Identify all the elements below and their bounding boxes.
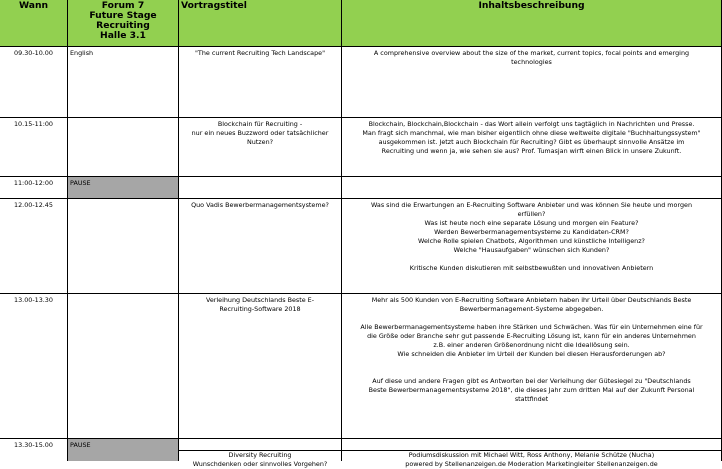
description-line: Blockchain, Blockchain,Blockchain - das Wort allein verfolgt uns tagtäglich in Nachrichten und Presse. — [368, 120, 695, 128]
description-line: Bewerbermanagement-Systeme abgegeben. — [459, 305, 604, 313]
description-line: Was sind die Erwartungen an E-Recruiting Software Anbieter und was können Sie heute und morgen — [371, 201, 692, 209]
description-line: technologies — [511, 58, 552, 66]
description-line: ausgekommen ist. Jetzt auch Blockchain für Recruiting? Gibt es überhaupt sinnvolle Ansätze im — [378, 138, 685, 146]
forum-cell[interactable] — [68, 199, 179, 294]
description-cell[interactable] — [342, 199, 722, 294]
description-line: Alle Bewerbermanagementsysteme haben ihre Stärken und Schwächen. Was für ein Unternehmen eine für — [360, 323, 703, 331]
blank-line — [344, 359, 719, 368]
time-cell[interactable]: 13.30-15.00 — [0, 439, 68, 461]
blank-line — [344, 314, 719, 323]
description-line: Wie schneiden die Anbieter im Urteil der Kunden bei diesen Herausforderungen ab? — [397, 350, 666, 358]
description-line: Welche Rolle spielen Chatbots, Algorithmen und künstliche Intelligenz? — [418, 237, 645, 245]
title-line: Quo Vadis Bewerbermanagementsysteme? — [191, 201, 329, 209]
title-line: Wunschdenken oder sinnvolles Vorgehen? — [192, 460, 328, 468]
title-line: nur ein neues Buzzword oder tatsächlicher — [191, 129, 329, 137]
description-line: A comprehensive overview about the size of the market, current topics, focal points and emerging — [373, 49, 690, 57]
description-line: Man fragt sich manchmal, wie man bisher eigentlich ohne diese weltweite digitale "Buchhaltungssystem" — [362, 129, 701, 137]
title-line: Verleihung Deutschlands Beste E- — [205, 296, 315, 304]
description-line: Kritische Kunden diskutieren mit selbstbewußten und innovativen Anbietern — [409, 264, 654, 272]
header-vortragstitel[interactable]: Vortragstitel — [179, 0, 342, 47]
description-line: powered by Stellenanzeigen.de Moderation Marketingleiter Stellenanzeigen.de — [405, 460, 658, 468]
title-cell[interactable] — [179, 118, 342, 177]
pause-cell[interactable]: PAUSE — [68, 177, 179, 199]
title-line: Nutzen? — [246, 138, 274, 146]
time-cell[interactable]: 12.00-12.45 — [0, 199, 68, 294]
time-cell[interactable]: 10.15-11:00 — [0, 118, 68, 177]
title-line: "The current Recruiting Tech Landscape" — [194, 49, 326, 57]
description-cell[interactable] — [342, 118, 722, 177]
forum-cell[interactable] — [68, 294, 179, 439]
title-cell[interactable] — [179, 294, 342, 439]
description-line: Beste Bewerbermanagementsysteme 2018", die dieses Jahr zum dritten Mal auf der Zukunft Personal — [368, 386, 695, 394]
header-inhaltsbeschreibung[interactable]: Inhaltsbeschreibung — [342, 0, 722, 47]
time-cell[interactable]: 11:00-12:00 — [0, 177, 68, 199]
description-cell[interactable] — [342, 177, 722, 199]
title-line: Blockchain für Recruiting - — [217, 120, 303, 128]
title-cell[interactable] — [179, 47, 342, 118]
time-cell[interactable]: 09.30-10.00 — [0, 47, 68, 118]
blank-line — [344, 368, 719, 377]
description-cell[interactable] — [342, 47, 722, 118]
description-line: Recruiting und wenn ja, wie sehen sie aus? Prof. Tumasjan wirft einen Blick in unsere Zukunft. — [381, 147, 682, 155]
header-forum-line: Future Stage — [89, 10, 157, 21]
header-forum-line: Forum 7 — [101, 0, 145, 11]
description-line: erfüllen? — [517, 210, 546, 218]
description-line: die Größe oder Branche sehr gut passende E-Recruiting Lösung ist, kann für ein anderes Unternehmen — [367, 332, 696, 340]
title-line: Diversity Recruiting — [228, 451, 292, 459]
description-cell[interactable] — [342, 294, 722, 439]
pause-cell[interactable]: PAUSE — [68, 439, 179, 461]
header-forum-line: Recruiting — [96, 20, 150, 31]
title-cell[interactable] — [179, 199, 342, 294]
forum-cell[interactable] — [68, 118, 179, 177]
blank-line — [344, 255, 719, 264]
description-line: Mehr als 500 Kunden von E-Recruiting Software Anbietern haben ihr Urteil über Deutschlands Beste — [371, 296, 692, 304]
description-line: stattfindet — [514, 395, 549, 403]
forum-cell[interactable]: English — [68, 47, 179, 118]
header-forum[interactable] — [68, 0, 179, 47]
title-line: Recruiting-Software 2018 — [219, 305, 301, 313]
description-line: z.B. einer anderen Größenordnung nicht die Ideallösung sein. — [433, 341, 630, 349]
description-line: Welche "Hausaufgaben" wünschen sich Kunden? — [453, 246, 610, 254]
time-cell[interactable]: 13.00-13.30 — [0, 294, 68, 439]
header-wann[interactable]: Wann — [0, 0, 68, 47]
row-divider — [179, 450, 722, 451]
description-line: Was ist heute noch eine separate Lösung und morgen ein Feature? — [424, 219, 639, 227]
description-line: Podiumsdiskussion mit Michael Witt, Ross Anthony, Melanie Schütze (Nucha) — [408, 451, 655, 459]
title-cell[interactable] — [179, 177, 342, 199]
description-line: Werden Bewerbermanagementsysteme zu Kandidaten-CRM? — [434, 228, 629, 236]
description-line: Auf diese und andere Fragen gibt es Antworten bei der Verleihung der Gütesiegel zu "Deutschlands — [372, 377, 691, 385]
header-forum-line: Halle 3.1 — [100, 30, 146, 41]
